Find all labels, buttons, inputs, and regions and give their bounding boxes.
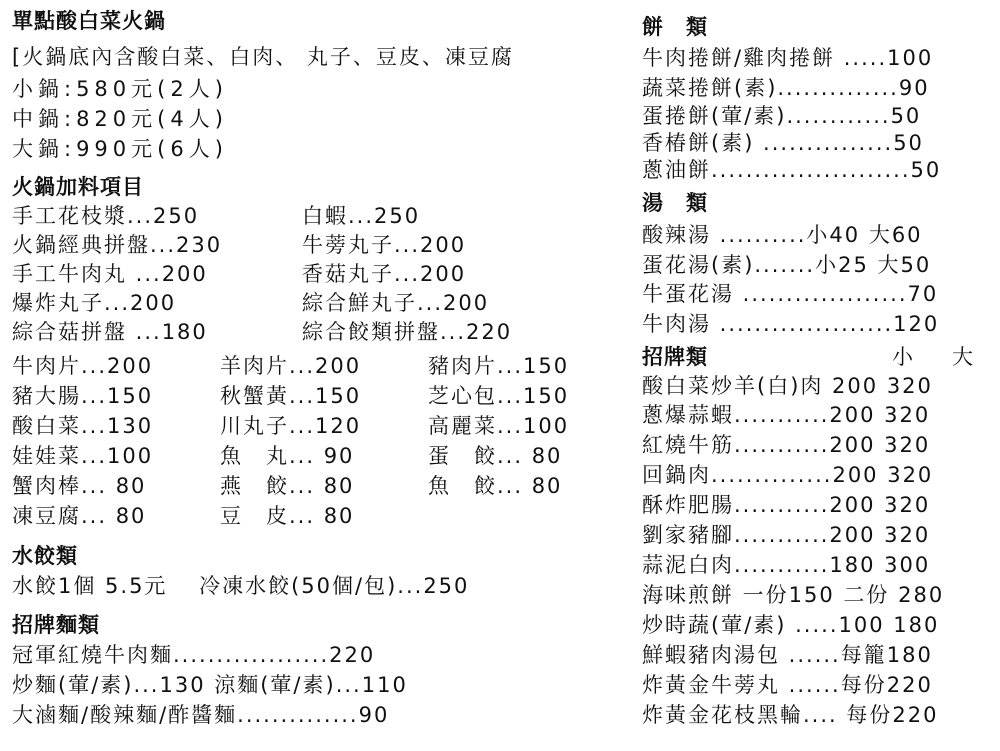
menu-item: 手工花枝漿...250 (12, 204, 200, 228)
menu-item: 爆炸丸子...200 (12, 291, 177, 315)
menu-item: 蔬菜捲餅(素)..............90 (642, 76, 930, 100)
menu-item: 鮮蝦豬肉湯包 ......每籠180 (642, 643, 933, 667)
menu-item: 牛蒡丸子...200 (302, 233, 467, 257)
menu-item: 蔥油餅.......................50 (642, 158, 942, 182)
size-small-header: 小 (892, 345, 914, 369)
menu-item: 炒麵(葷/素)...130 涼麵(葷/素)...110 (12, 673, 408, 697)
menu-item: 牛肉湯 ....................120 (642, 312, 940, 336)
dumplings-line: 水餃1個 5.5元 冷凍水餃(50個/包)...250 (12, 574, 470, 598)
hotpot-description: [火鍋底內含酸白菜、白肉、 丸子、豆皮、凍豆腐 (12, 45, 514, 69)
menu-item: 蛋捲餅(葷/素)............50 (642, 104, 922, 128)
menu-item: 蔥爆蒜蝦...........200 320 (642, 403, 931, 427)
menu-item: 炸黃金花枝黑輪.... 每份220 (642, 703, 939, 727)
menu-item: 蛋花湯(素).......小25 大50 (642, 253, 932, 277)
menu-item: 綜合鮮丸子...200 (302, 291, 490, 315)
pancakes-title: 餅 類 (642, 15, 708, 39)
soups-title: 湯 類 (642, 191, 708, 215)
menu-item: 海味煎餅 一份150 二份 280 (642, 583, 945, 607)
menu-item: 秋蟹黃...150 (220, 384, 362, 408)
menu-item: 魚 丸... 90 (220, 444, 355, 468)
menu-item: 冠軍紅燒牛肉麵..................220 (12, 643, 376, 667)
menu-item: 牛蛋花湯 ...................70 (642, 282, 939, 306)
menu-item: 手工牛肉丸 ...200 (12, 262, 208, 286)
hotpot-size-large: 大鍋:990元(6人) (12, 137, 228, 161)
menu-item: 凍豆腐... 80 (12, 504, 147, 528)
menu-item: 魚 餃... 80 (428, 474, 563, 498)
menu-item: 白蝦...250 (302, 204, 421, 228)
menu-item: 高麗菜...100 (428, 414, 570, 438)
menu-item: 酸白菜炒羊(白)肉 200 320 (642, 374, 933, 398)
hotpot-size-medium: 中鍋:820元(4人) (12, 107, 228, 131)
menu-item: 燕 餃... 80 (220, 474, 355, 498)
menu-item: 酥炸肥腸...........200 320 (642, 493, 931, 517)
menu-item: 蟹肉棒... 80 (12, 474, 147, 498)
menu-item: 蛋 餃... 80 (428, 444, 563, 468)
noodles-title: 招牌麵類 (12, 613, 100, 637)
addons-title: 火鍋加料項目 (12, 175, 144, 199)
menu-item: 羊肉片...200 (220, 354, 362, 378)
menu-item: 豬大腸...150 (12, 384, 154, 408)
menu-item: 酸辣湯 ..........小40 大60 (642, 223, 923, 247)
menu-item: 綜合菇拼盤 ...180 (12, 320, 208, 344)
menu-item: 香椿餅(素) ...............50 (642, 131, 924, 155)
hotpot-size-small: 小鍋:580元(2人) (12, 77, 228, 101)
menu-item: 豬肉片...150 (428, 354, 570, 378)
hotpot-title: 單點酸白菜火鍋 (12, 9, 166, 33)
menu-item: 炸黃金牛蒡丸 ......每份220 (642, 673, 933, 697)
menu-item: 豆 皮... 80 (220, 504, 355, 528)
menu-item: 娃娃菜...100 (12, 444, 154, 468)
menu-item: 川丸子...120 (220, 414, 362, 438)
dumplings-title: 水餃類 (12, 544, 78, 568)
menu-item: 大滷麵/酸辣麵/酢醬麵..............90 (12, 703, 390, 727)
menu-item: 牛肉捲餅/雞肉捲餅 .....100 (642, 46, 934, 70)
menu-item: 綜合餃類拼盤...220 (302, 320, 513, 344)
menu-item: 回鍋肉..............200 320 (642, 463, 934, 487)
menu-item: 牛肉片...200 (12, 354, 154, 378)
menu-item: 香菇丸子...200 (302, 262, 467, 286)
menu-item: 炒時蔬(葷/素) .....100 180 (642, 613, 940, 637)
menu-item: 芝心包...150 (428, 384, 570, 408)
menu-item: 火鍋經典拼盤...230 (12, 233, 223, 257)
signature-title: 招牌類 (642, 345, 708, 369)
size-large-header: 大 (952, 345, 974, 369)
menu-item: 蒜泥白肉...........180 300 (642, 553, 931, 577)
menu-item: 紅燒牛筋...........200 320 (642, 433, 931, 457)
menu-item: 酸白菜...130 (12, 414, 154, 438)
menu-item: 劉家豬腳...........200 320 (642, 523, 931, 547)
